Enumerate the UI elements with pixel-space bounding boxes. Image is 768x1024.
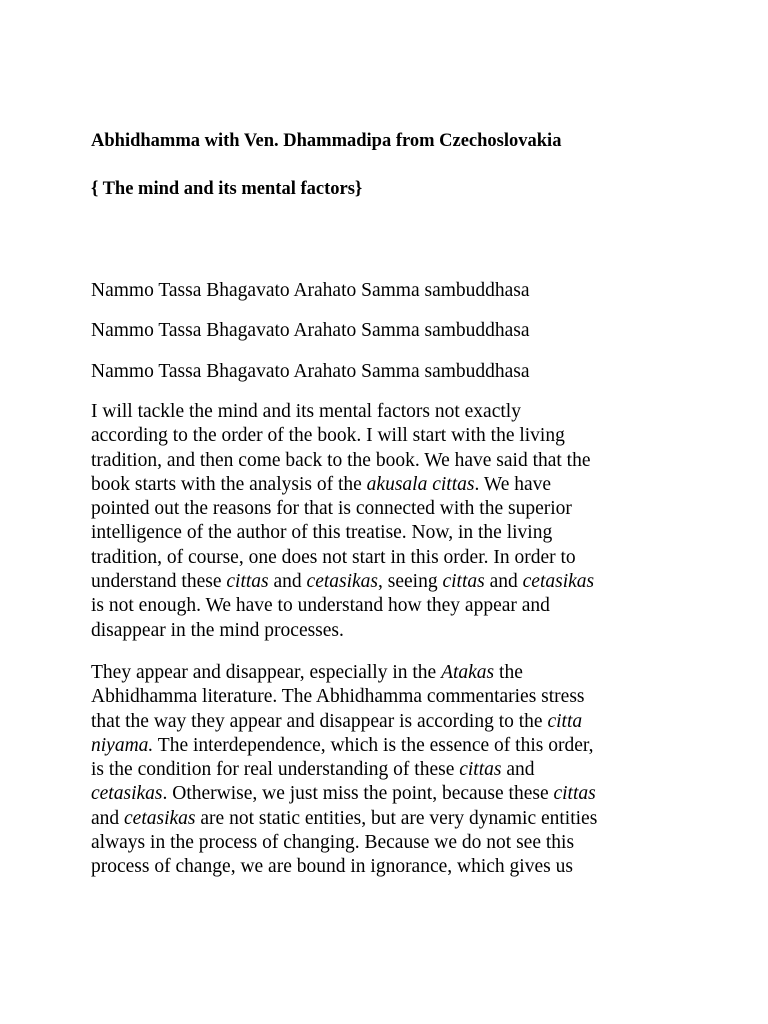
- text-run: They appear and disappear, especially in the: [91, 662, 442, 683]
- document-subtitle: { The mind and its mental factors}: [91, 179, 363, 199]
- paragraph-line: [91, 570, 711, 594]
- paragraph-line: disappear in the mind processes.: [91, 619, 344, 641]
- pali-term: cittas: [226, 571, 269, 593]
- paragraph-line: intelligence of the author of this treatise. Now, in the living: [91, 522, 553, 544]
- text-run: The interdependence, which is the essence of this order,: [153, 734, 594, 756]
- pali-term: akusala cittas: [366, 473, 475, 495]
- paragraph-line: Abhidhamma literature. The Abhidhamma commentaries stress: [91, 686, 585, 708]
- text-run: and: [484, 571, 523, 593]
- text-run: . We have: [474, 473, 552, 495]
- invocation-line-3: Nammo Tassa Bhagavato Arahato Samma sambuddhasa: [91, 361, 530, 382]
- paragraph-line: according to the order of the book. I will start with the living: [91, 425, 565, 447]
- paragraph-line: [91, 661, 711, 685]
- text-run: the: [494, 662, 523, 683]
- invocation-line-1: Nammo Tassa Bhagavato Arahato Samma sambuddhasa: [91, 280, 530, 301]
- text-run: . Otherwise, we just miss the point, because these: [162, 783, 554, 805]
- pali-term: cetasikas: [124, 807, 196, 829]
- paragraph-line: tradition, of course, one does not start in this order. In order to: [91, 546, 576, 568]
- paragraph-line: tradition, and then come back to the book. We have said that the: [91, 449, 591, 471]
- text-run: are not static entities, but are very dynamic entities: [195, 807, 598, 829]
- paragraph-line: I will tackle the mind and its mental factors not exactly: [91, 401, 521, 422]
- pali-term: cetasikas: [91, 783, 163, 805]
- text-run: and: [91, 807, 125, 829]
- paragraph-2: [91, 661, 711, 880]
- pali-term: niyama.: [91, 734, 154, 756]
- paragraph-line: pointed out the reasons for that is connected with the superior: [91, 498, 572, 520]
- paragraph-line: [91, 782, 711, 806]
- text-run: and: [501, 759, 535, 781]
- pali-term: cittas: [442, 571, 485, 593]
- invocation-line-2: Nammo Tassa Bhagavato Arahato Samma sambuddhasa: [91, 320, 530, 341]
- paragraph-line: [91, 473, 711, 497]
- text-run: and: [268, 571, 307, 593]
- pali-term: Atakas: [441, 662, 495, 683]
- pali-term: cetasikas: [306, 571, 379, 593]
- document-title: Abhidhamma with Ven. Dhammadipa from Czechoslovakia: [91, 131, 562, 151]
- pali-term: citta: [547, 710, 583, 732]
- paragraph-line: [91, 758, 711, 782]
- text-run: is the condition for real understanding of these: [91, 759, 460, 781]
- text-run: , seeing: [378, 571, 443, 593]
- text-run: that the way they appear and disappear is according to the: [91, 710, 548, 732]
- paragraph-line: [91, 734, 711, 758]
- pali-term: cittas: [553, 783, 596, 805]
- paragraph-line: always in the process of changing. Because we do not see this: [91, 832, 575, 854]
- pali-term: cittas: [459, 759, 502, 781]
- text-run: book starts with the analysis of the: [91, 473, 367, 495]
- paragraph-line: process of change, we are bound in ignorance, which gives us: [91, 856, 573, 878]
- paragraph-line: [91, 807, 711, 831]
- paragraph-line: [91, 710, 711, 734]
- paragraph-line: is not enough. We have to understand how they appear and: [91, 595, 550, 617]
- text-run: understand these: [91, 571, 227, 593]
- pali-term: cetasikas: [522, 571, 595, 593]
- paragraph-1: [91, 400, 711, 643]
